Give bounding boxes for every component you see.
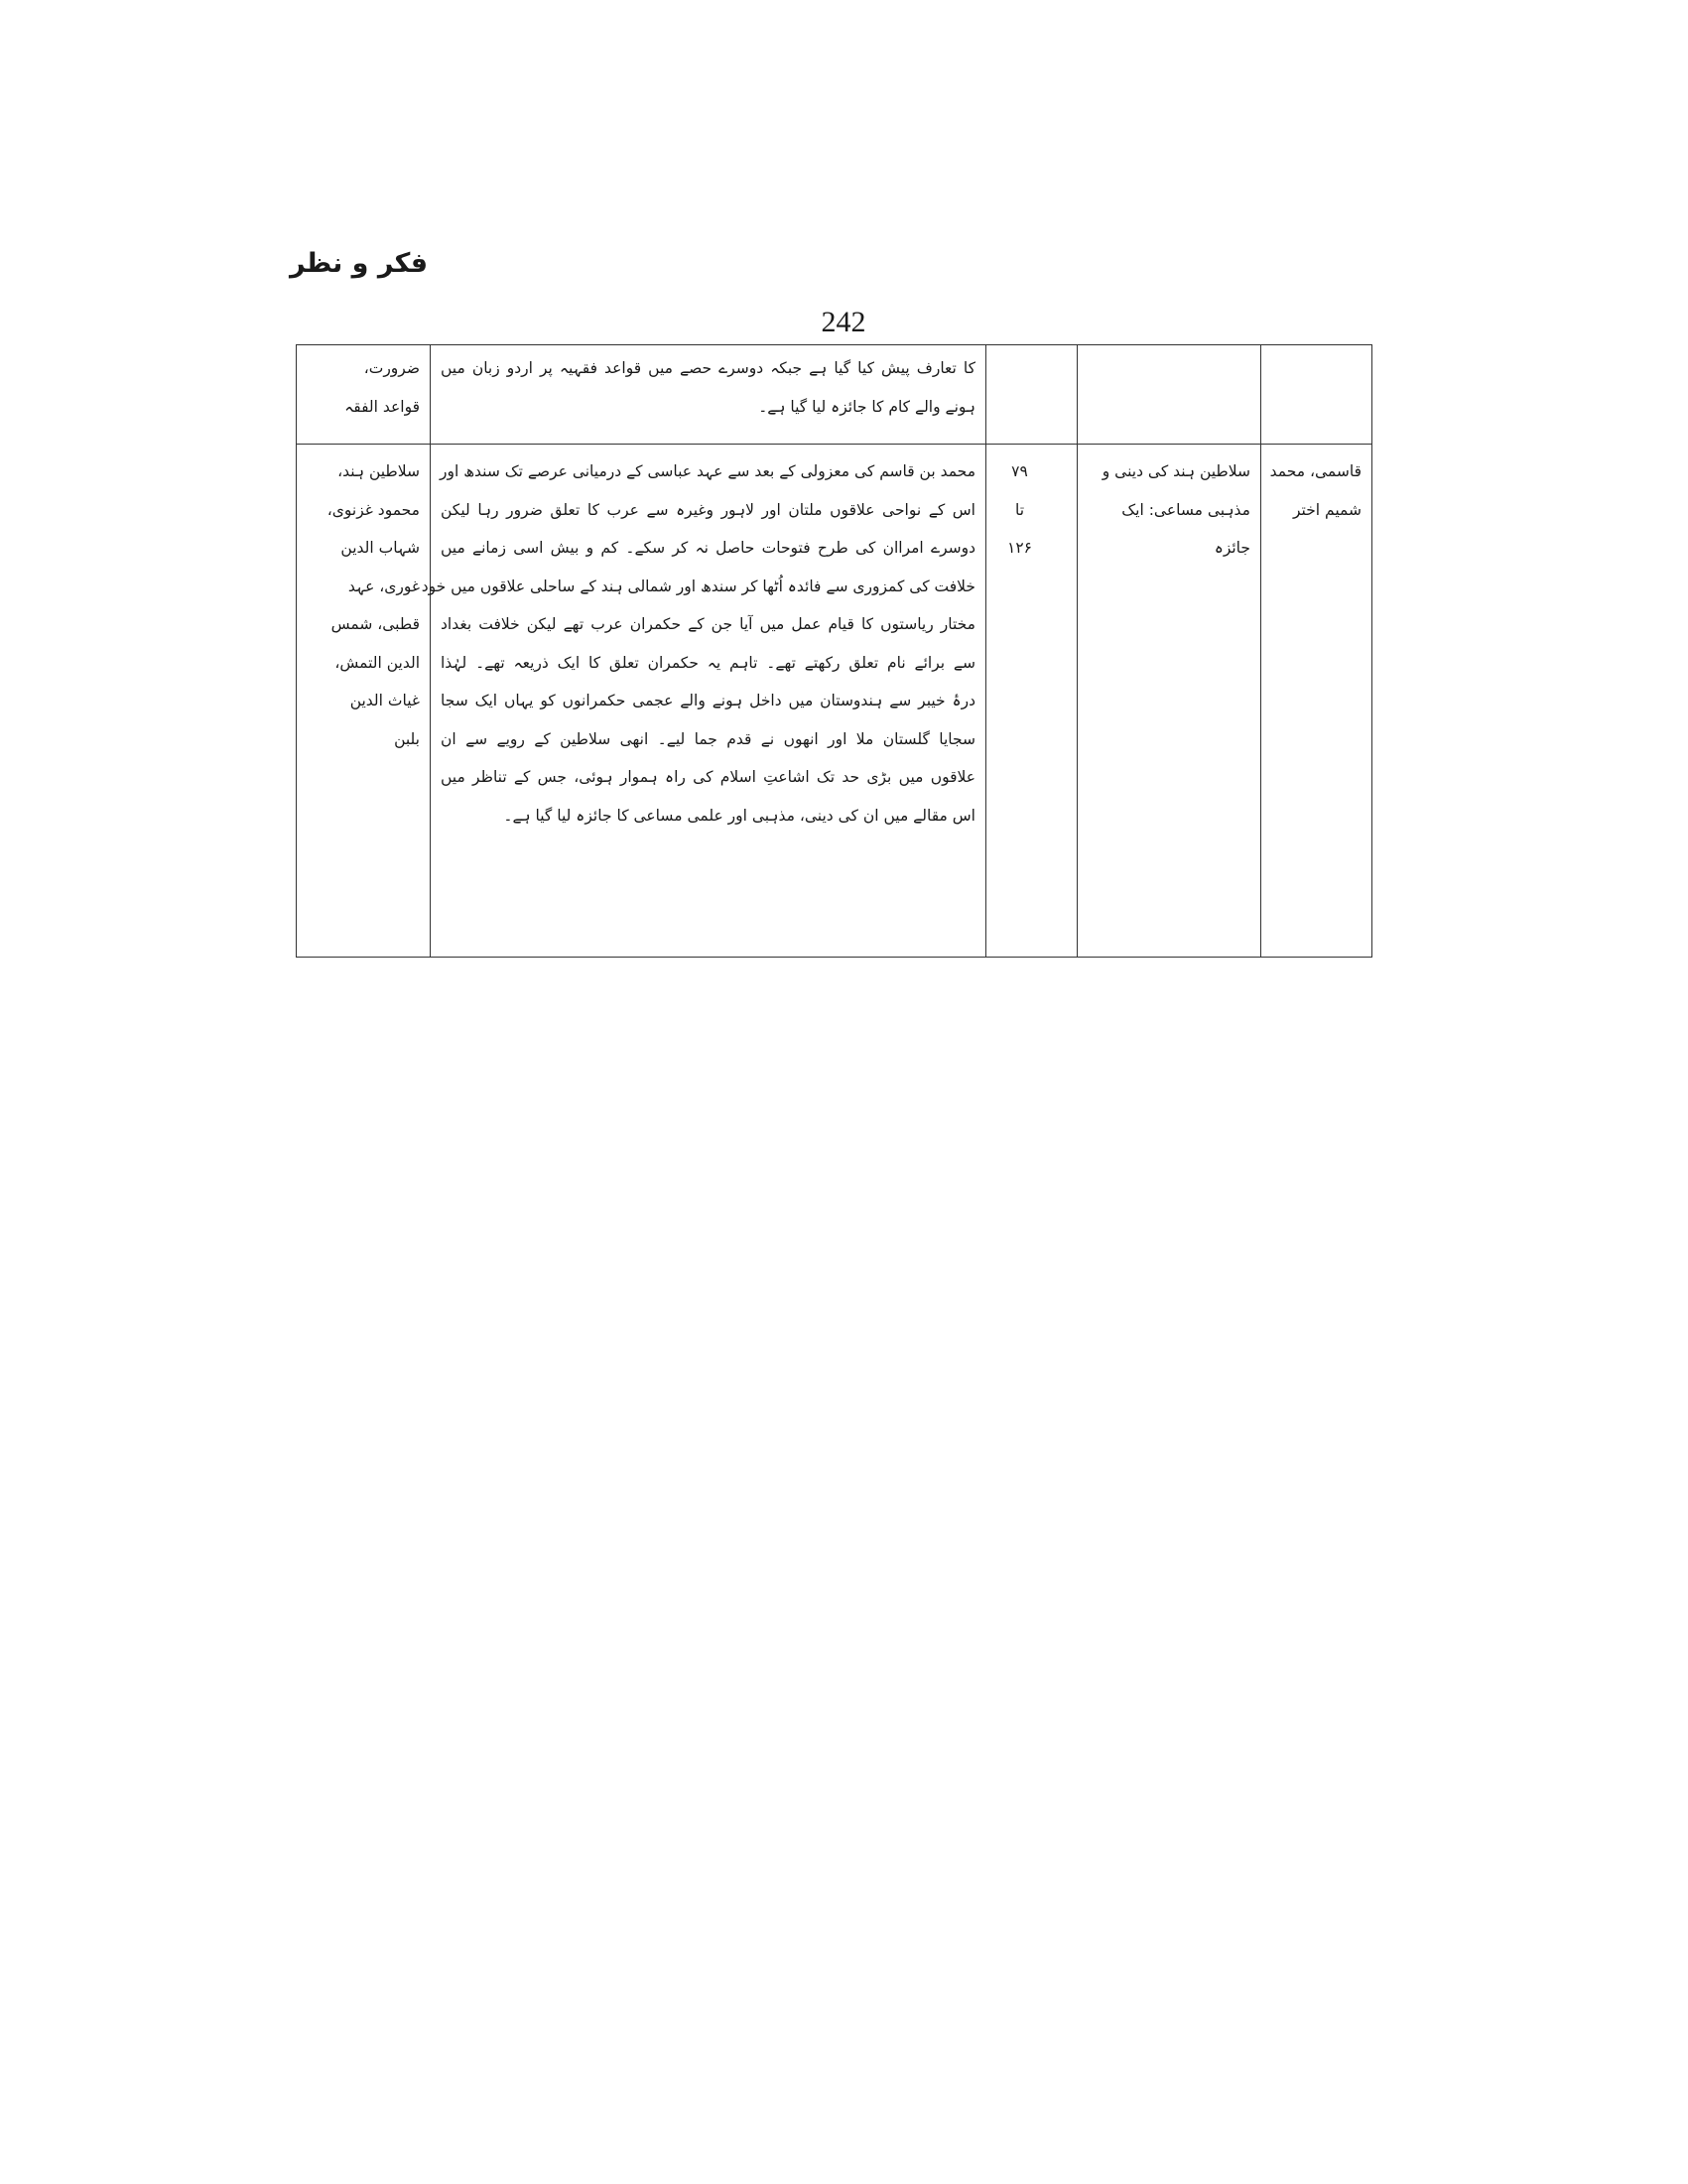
author-line: شمیم اختر bbox=[1293, 500, 1362, 519]
keyword-line: قطبی، شمس bbox=[330, 615, 420, 633]
pages-line: ۷۹ bbox=[1011, 462, 1028, 480]
title-cell bbox=[1078, 345, 1261, 445]
journal-title: فکر و نظر bbox=[290, 248, 428, 279]
abstract-line: اس مقالے میں ان کی دینی، مذہبی اور علمی مساعی کا جائزہ لیا گیا ہے۔ bbox=[503, 806, 975, 825]
abstract-cell bbox=[421, 445, 986, 958]
keyword-line: شہاب الدین bbox=[340, 539, 420, 557]
title-cell bbox=[1078, 445, 1261, 958]
abstract-line: ہونے والے کام کا جائزہ لیا گیا ہے۔ bbox=[758, 397, 975, 416]
abstract-line: اس کے نواحی علاقوں ملتان اور لاہور وغیرہ سے عرب کا تعلق ضرور رہا لیکن bbox=[441, 500, 975, 519]
abstract-line: سے برائے نام تعلق رکھتے تھے۔ تاہم یہ حکمران تعلق کا ایک ذریعہ تھے۔ لہٰذا bbox=[441, 653, 975, 672]
keyword-line: الدین التمش، bbox=[334, 653, 420, 672]
author-cell bbox=[1261, 345, 1372, 445]
keywords-cell bbox=[297, 345, 431, 445]
title-line: مذہبی مساعی: ایک bbox=[1121, 500, 1250, 519]
table-row bbox=[297, 445, 1372, 958]
abstract-line: درۂ خیبر سے ہندوستان میں داخل ہونے والے عجمی حکمرانوں کو یہاں ایک سجا bbox=[441, 692, 975, 709]
keyword-line: قواعد الفقہ bbox=[344, 397, 420, 416]
keyword-line: بلبن bbox=[394, 729, 420, 748]
abstract-line: مختار ریاستوں کا قیام عمل میں آیا جن کے حکمران عرب تھے لیکن خلافت بغداد bbox=[441, 615, 975, 633]
pages-cell bbox=[986, 345, 1078, 445]
keyword-line: محمود غزنوی، bbox=[326, 500, 420, 519]
title-line: جائزہ bbox=[1214, 539, 1250, 557]
author-line: قاسمی، محمد bbox=[1269, 462, 1362, 480]
page-number: 242 bbox=[821, 306, 866, 338]
keywords-cell bbox=[297, 445, 431, 958]
abstract-line: سجایا گلستان ملا اور انھوں نے قدم جما لیے۔ انھی سلاطین کے رویے سے ان bbox=[441, 729, 975, 748]
table-row bbox=[297, 345, 1372, 445]
keyword-line: غیاث الدین bbox=[349, 692, 420, 709]
keyword-line: غوری، عہد bbox=[347, 577, 420, 595]
keyword-line: ضرورت، bbox=[363, 359, 420, 377]
abstract-cell bbox=[431, 345, 986, 445]
pages-line: تا bbox=[1014, 500, 1025, 519]
author-cell bbox=[1261, 445, 1372, 958]
keyword-line: سلاطین ہند، bbox=[337, 462, 420, 480]
abstract-line: محمد بن قاسم کی معزولی کے بعد سے عہد عباسی کے درمیانی عرصے تک سندھ اور bbox=[439, 462, 975, 480]
bibliography-table bbox=[296, 344, 1372, 958]
abstract-line: کا تعارف پیش کیا گیا ہے جبکہ دوسرے حصے میں قواعد فقہیہ پر اردو زبان میں bbox=[441, 359, 975, 377]
pages-line: ۱۲۶ bbox=[1007, 539, 1032, 557]
title-line: سلاطین ہند کی دینی و bbox=[1102, 462, 1250, 480]
abstract-line: دوسرے امراان کی طرح فتوحات حاصل نہ کر سکے۔ کم و بیش اسی زمانے میں bbox=[441, 539, 975, 557]
abstract-line: علاقوں میں بڑی حد تک اشاعتِ اسلام کی راہ ہموار ہوئی، جس کے تناظر میں bbox=[441, 768, 975, 786]
abstract-line: خلافت کی کمزوری سے فائدہ اُٹھا کر سندھ اور شمالی ہند کے ساحلی علاقوں میں خود bbox=[421, 577, 975, 595]
pages-cell bbox=[986, 445, 1078, 958]
